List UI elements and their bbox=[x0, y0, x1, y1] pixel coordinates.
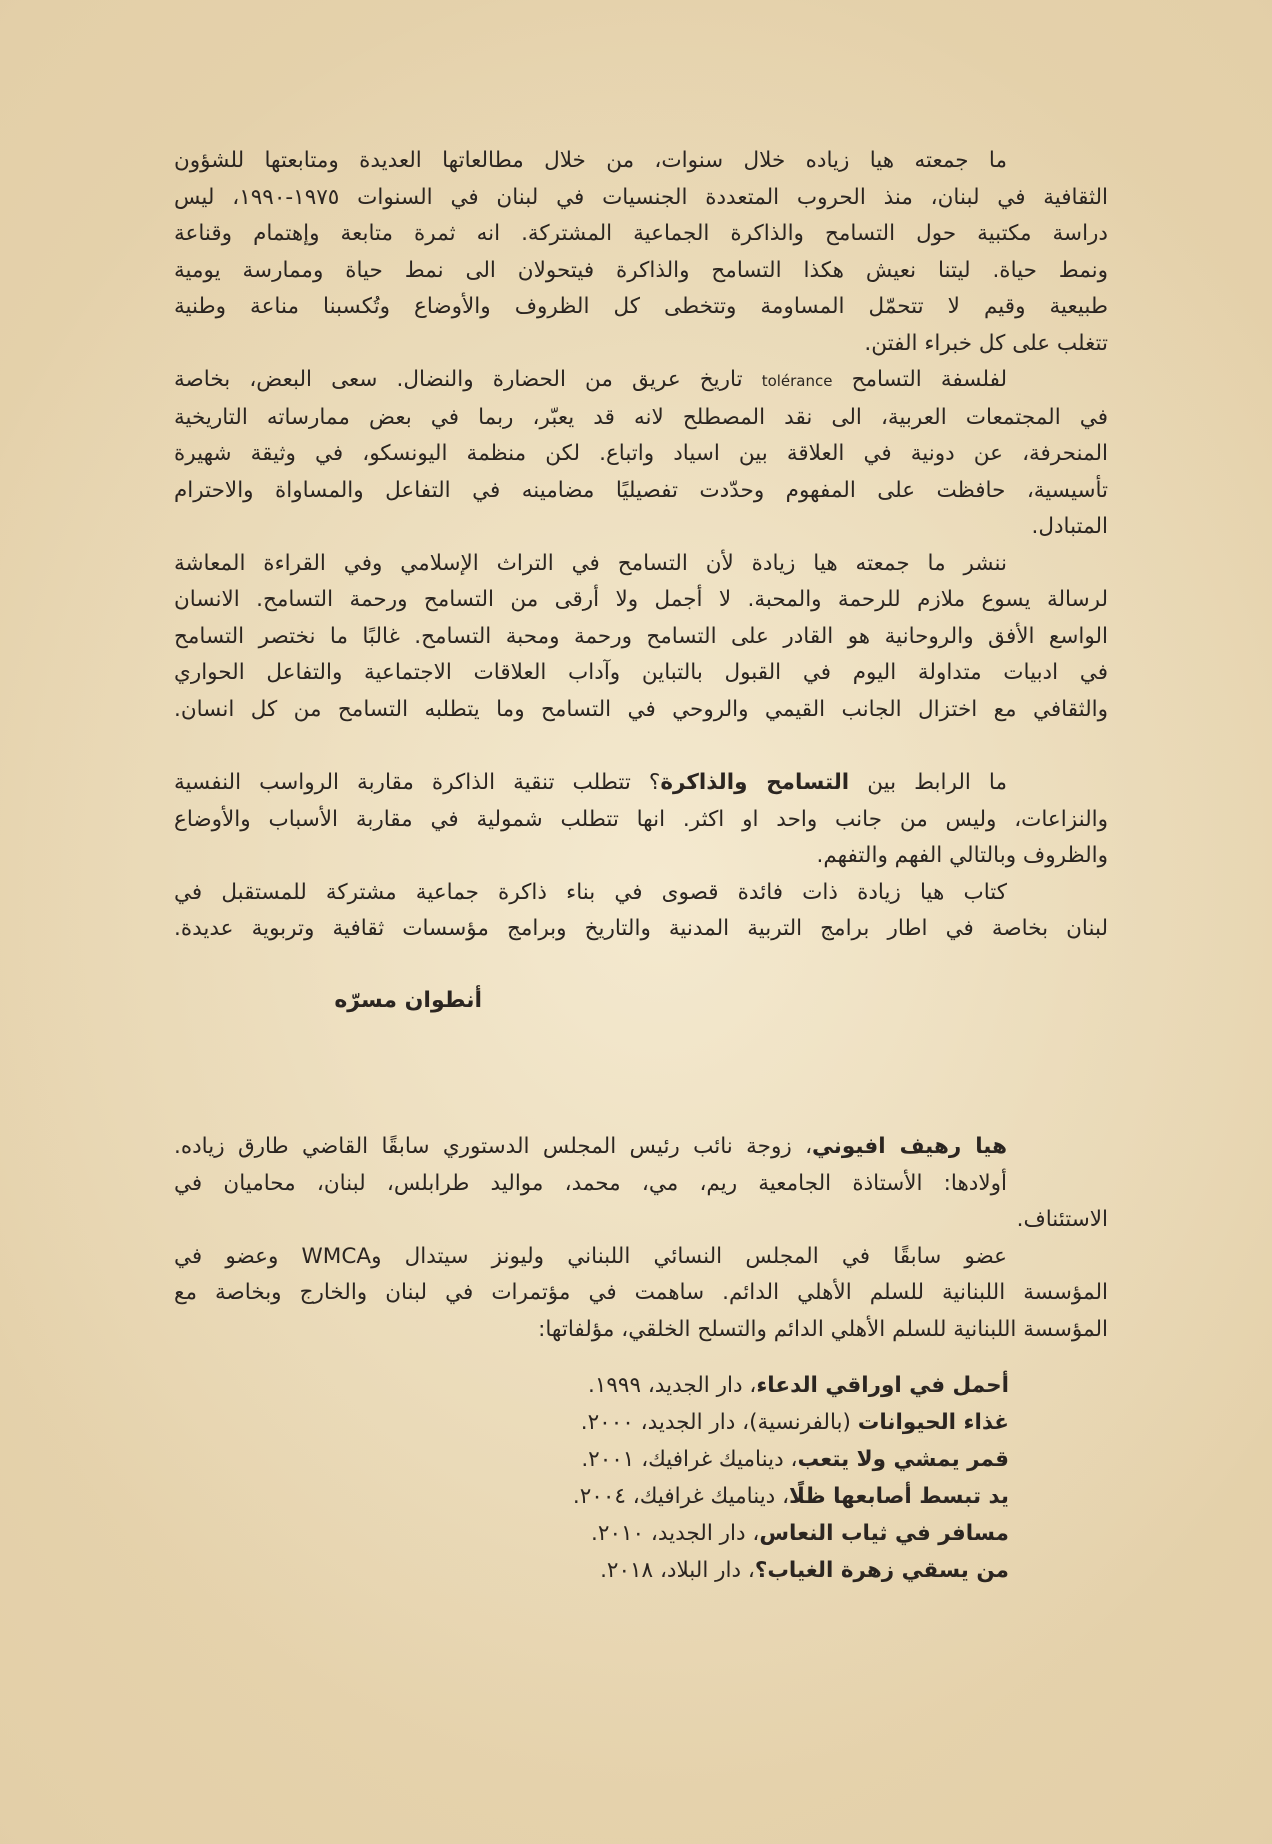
book-item bbox=[174, 1478, 1009, 1515]
text-line: والثقافي مع اختزال الجانب القيمي والروحي في التسامح وما يتطلبه التسامح من كل انسان. bbox=[174, 696, 1108, 722]
text-line: في المجتمعات العربية، الى نقد المصطلح لانه قد يعبّر، ربما في بعض ممارساته التاريخية bbox=[174, 404, 1108, 430]
book-item bbox=[174, 1515, 1009, 1552]
book-details: ، ديناميك غرافيك، ٢٠٠٤. bbox=[572, 1484, 790, 1509]
author-bio bbox=[174, 1129, 1108, 1348]
text-line: ننشر ما جمعته هيا زيادة لأن التسامح في التراث الإسلامي وفي القراءة المعاشة bbox=[174, 550, 1007, 576]
text-segment: ما الرابط بين bbox=[849, 770, 1007, 795]
book-item bbox=[174, 1441, 1009, 1478]
book-title: غذاء الحيوانات bbox=[857, 1410, 1009, 1435]
review-signature: أنطوان مسرّه bbox=[334, 988, 482, 1013]
review-paragraph bbox=[174, 765, 1108, 875]
bio-line: الاستئناف. bbox=[1016, 1207, 1108, 1232]
text-line: تتغلب على كل خبراء الفتن. bbox=[864, 330, 1108, 356]
books-list bbox=[174, 1367, 1108, 1589]
text-segment: ؟ تتطلب تنقية الذاكرة مقاربة الرواسب النفسية bbox=[174, 770, 661, 795]
bio-line: أولادها: الأستاذة الجامعية ريم، مي، محمد، مواليد طرابلس، لبنان، محاميان في bbox=[174, 1170, 1007, 1196]
review-paragraph bbox=[174, 362, 1108, 546]
bio-line: المؤسسة اللبنانية للسلم الأهلي الدائم والتسلح الخلقي، مؤلفاتها: bbox=[538, 1316, 1108, 1342]
text-line: تأسيسية، حافظت على المفهوم وحدّدت تفصيليًا مضامينه في التفاعل والمساواة والاحترام bbox=[174, 477, 1108, 503]
book-item bbox=[174, 1404, 1009, 1441]
bio-line: المؤسسة اللبنانية للسلم الأهلي الدائم. ساهمت في مؤتمرات في لبنان والخارج وبخاصة مع bbox=[174, 1280, 1108, 1305]
review-text bbox=[174, 143, 1108, 1020]
text-line bbox=[174, 362, 1108, 400]
book-details: ، دار الجديد، ٢٠١٠. bbox=[591, 1521, 760, 1546]
review-paragraph bbox=[174, 875, 1108, 948]
text-line: المتبادل. bbox=[1031, 514, 1108, 539]
text-line: والنزاعات، وليس من جانب واحد او اكثر. انها تتطلب شمولية في مقاربة الأسباب والأوضاع bbox=[174, 806, 1108, 832]
book-item bbox=[174, 1552, 1009, 1589]
book-title: قمر يمشي ولا يتعب bbox=[797, 1447, 1009, 1472]
text-line: والظروف وبالتالي الفهم والتفهم. bbox=[816, 843, 1108, 868]
text-segment: لفلسفة التسامح bbox=[832, 367, 1007, 392]
text-line: طبيعية وقيم لا تتحمّل المساومة وتتخطى كل الظروف والأوضاع وتُكسبنا مناعة وطنية bbox=[174, 294, 1108, 319]
text-line: لبنان بخاصة في اطار برامج التربية المدنية والتاريخ وبرامج مؤسسات ثقافية وتربوية عديدة. bbox=[174, 916, 1108, 941]
book-details: (بالفرنسية)، دار الجديد، ٢٠٠٠. bbox=[580, 1410, 858, 1435]
book-details: ، دار الجديد، ١٩٩٩. bbox=[587, 1373, 757, 1398]
book-title: أحمل في اوراقي الدعاء bbox=[756, 1373, 1009, 1398]
review-paragraph bbox=[174, 546, 1108, 729]
book-details: ، دار البلاد، ٢٠١٨. bbox=[600, 1558, 755, 1583]
text-line: الواسع الأفق والروحانية هو القادر على التسامح ورحمة ومحبة التسامح. غالبًا ما نختصر التسامح bbox=[174, 623, 1108, 649]
bold-phrase: التسامح والذاكرة bbox=[660, 770, 850, 795]
text-line: المنحرفة، عن دونية في العلاقة بين اسياد واتباع. لكن منظمة اليونسكو، في وثيقة شهيرة bbox=[174, 441, 1108, 466]
text-line: ونمط حياة. ليتنا نعيش هكذا التسامح والذاكرة فيتحولان الى نمط حياة وممارسة يومية bbox=[174, 257, 1108, 283]
bio-line: عضو سابقًا في المجلس النسائي اللبناني وليونز سيتدال وWMCA وعضو في bbox=[174, 1243, 1007, 1269]
text-line: كتاب هيا زيادة ذات فائدة قصوى في بناء ذاكرة جماعية مشتركة للمستقبل في bbox=[174, 879, 1007, 905]
text-line: دراسة مكتبية حول التسامح والذاكرة الجماعية المشتركة. انه ثمرة متابعة وإهتمام وقناعة bbox=[174, 221, 1108, 246]
text-line: الثقافية في لبنان، منذ الحروب المتعددة الجنسيات في لبنان في السنوات ١٩٧٥-١٩٩٠، ليس bbox=[174, 184, 1108, 210]
bio-line bbox=[174, 1129, 1108, 1166]
text-line: لرسالة يسوع ملازم للرحمة والمحبة. لا أجمل ولا أرقى من التسامح ورحمة التسامح. الانسان bbox=[174, 587, 1108, 612]
latin-term: tolérance bbox=[761, 372, 833, 390]
book-title: مسافر في ثياب النعاس bbox=[759, 1521, 1009, 1546]
review-paragraph bbox=[174, 143, 1108, 362]
text-line: ما جمعته هيا زياده خلال سنوات، من خلال مطالعاتها العديدة ومتابعتها للشؤون bbox=[174, 148, 1007, 173]
text-line bbox=[174, 765, 1108, 802]
text-segment: تاريخ عريق من الحضارة والنضال. سعى البعض، بخاصة bbox=[174, 367, 762, 392]
book-title: يد تبسط أصابعها ظلًا bbox=[789, 1484, 1009, 1509]
book-details: ، ديناميك غرافيك، ٢٠٠١. bbox=[581, 1447, 798, 1472]
text-line: في ادبيات متداولة اليوم في القبول بالتباين وآداب العلاقات الاجتماعية والتفاعل الحواري bbox=[174, 660, 1108, 685]
book-item bbox=[174, 1367, 1009, 1404]
author-name: هيا رهيف افيوني bbox=[812, 1134, 1007, 1159]
text-segment: ، زوجة نائب رئيس المجلس الدستوري سابقًا القاضي طارق زياده. bbox=[174, 1134, 813, 1159]
cover-text bbox=[174, 143, 1108, 1589]
book-title: من يسقي زهرة الغياب؟ bbox=[754, 1558, 1009, 1583]
